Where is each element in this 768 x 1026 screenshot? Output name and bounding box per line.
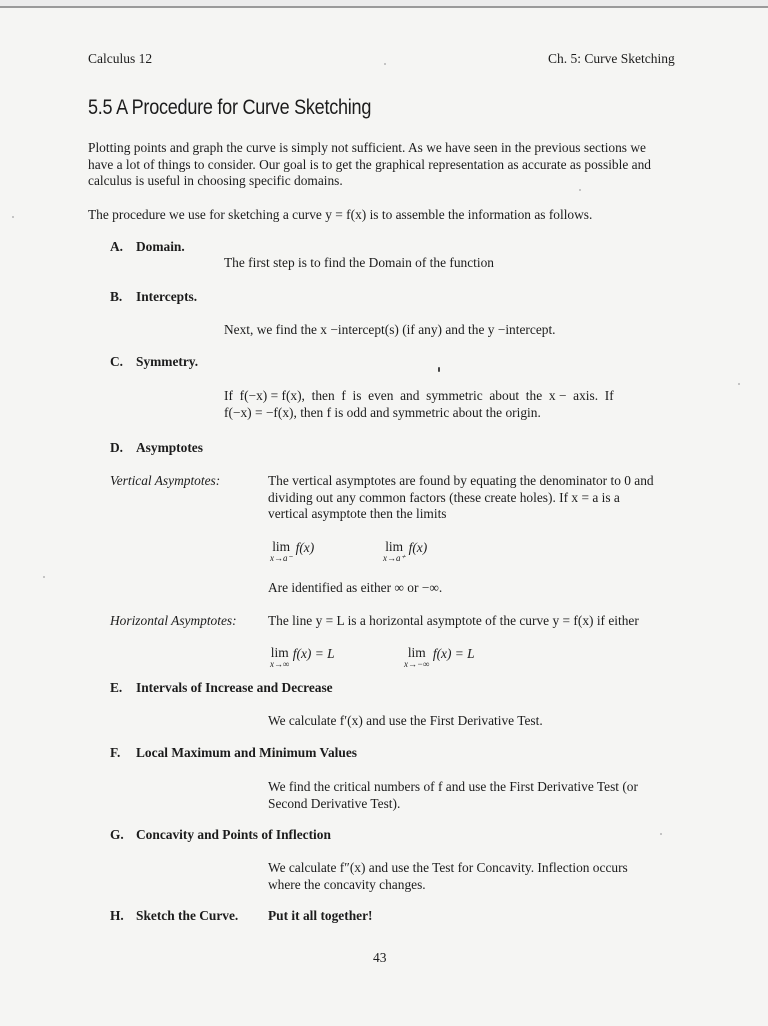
vertical-asymptotes-body (268, 473, 688, 523)
limit-right-a (383, 540, 427, 563)
scan-speck (12, 216, 14, 218)
section-f-heading (110, 745, 357, 761)
section-letter: B. (110, 289, 123, 304)
section-letter: E. (110, 680, 123, 695)
section-c-line: f(−x) = −f(x), then f is odd and symmetric about the origin. (224, 404, 541, 420)
section-c-body (224, 388, 680, 421)
horizontal-asymptotes-label: Horizontal Asymptotes: (110, 613, 237, 628)
intro-line: calculus is useful in choosing specific domains. (88, 173, 343, 188)
header-chapter: Ch. 5: Curve Sketching (548, 51, 675, 66)
section-title: Intervals of Increase and Decrease (136, 680, 333, 695)
vertical-body-line: dividing out any common factors (these create holes). If x = a is a (268, 489, 620, 505)
vertical-body-line: vertical asymptote then the limits (268, 506, 447, 521)
section-h-body: Put it all together! (268, 908, 373, 923)
intro-paragraph (88, 140, 688, 190)
section-title: Symmetry. (136, 354, 199, 369)
section-letter: C. (110, 354, 124, 369)
section-letter: A. (110, 239, 124, 254)
limit-pos-infinity (270, 646, 335, 669)
section-g-line: We calculate f″(x) and use the Test for Concavity. Inflection occurs (268, 860, 628, 875)
lim-expression: f(x) = L (432, 646, 475, 661)
lim-subscript: x→a⁺ (383, 553, 406, 563)
section-c-line: If f(−x) = f(x), then f is even and symmetric about the x − axis. If (224, 388, 614, 403)
lim-expression: f(x) = L (292, 646, 335, 661)
section-letter: F. (110, 745, 121, 760)
section-title: Local Maximum and Minimum Values (136, 745, 357, 760)
lim-subscript: x→−∞ (404, 659, 430, 669)
section-e-heading (110, 680, 333, 696)
limit-left-a (270, 540, 314, 563)
section-title: Asymptotes (136, 440, 203, 455)
scan-speck (43, 576, 45, 578)
scan-speck (738, 383, 740, 385)
section-d-heading (110, 440, 203, 456)
section-title: Domain. (136, 239, 185, 254)
vertical-asymptotes-label: Vertical Asymptotes: (110, 473, 221, 488)
scan-speck (579, 189, 581, 191)
section-a-heading (110, 239, 185, 255)
horizontal-asymptotes-body: The line y = L is a horizontal asymptote of the curve y = f(x) if either (268, 613, 639, 628)
section-title: Intercepts. (136, 289, 198, 304)
section-letter: G. (110, 827, 124, 842)
section-g-line: where the concavity changes. (268, 876, 426, 892)
section-e-body: We calculate f′(x) and use the First Derivative Test. (268, 713, 543, 728)
section-f-body (268, 779, 688, 812)
lim-operator: lim (385, 539, 404, 554)
lim-operator: lim (272, 539, 291, 554)
page-title: 5.5 A Procedure for Curve Sketching (88, 96, 372, 119)
lim-expression: f(x) (408, 540, 428, 555)
scan-speck (384, 63, 386, 65)
intro-line: Plotting points and graph the curve is simply not sufficient. As we have seen in the previous sections we (88, 140, 646, 155)
section-letter: H. (110, 908, 124, 923)
section-a-body: The first step is to find the Domain of the function (224, 255, 494, 270)
section-g-heading (110, 827, 331, 843)
lim-expression: f(x) (295, 540, 315, 555)
intro-line: have a lot of things to consider. Our goal is to get the graphical representation as accurate as possible and (88, 156, 651, 172)
section-b-body: Next, we find the x −intercept(s) (if any) and the y −intercept. (224, 322, 556, 337)
document-page (0, 6, 768, 1026)
lim-operator: lim (270, 645, 289, 660)
section-c-heading (110, 354, 198, 370)
vertical-asymptotes-after: Are identified as either ∞ or −∞. (268, 580, 443, 595)
section-title: Concavity and Points of Inflection (136, 827, 331, 842)
lim-operator: lim (407, 645, 426, 660)
section-letter: D. (110, 440, 124, 455)
page-number: 43 (373, 950, 387, 965)
section-title: Sketch the Curve. (136, 908, 239, 923)
procedure-sentence: The procedure we use for sketching a curve y = f(x) is to assemble the information as follows. (88, 207, 593, 222)
section-b-heading (110, 289, 197, 305)
header-course: Calculus 12 (88, 51, 153, 66)
section-f-line: We find the critical numbers of f and use the First Derivative Test (or (268, 779, 638, 794)
limit-neg-infinity (404, 646, 475, 669)
scan-speck (438, 367, 440, 372)
section-g-body (268, 860, 688, 893)
scan-speck (660, 833, 662, 835)
section-h-heading (110, 908, 238, 924)
lim-subscript: x→a⁻ (270, 553, 293, 563)
lim-subscript: x→∞ (270, 659, 290, 669)
section-f-line: Second Derivative Test). (268, 795, 401, 811)
vertical-body-line: The vertical asymptotes are found by equating the denominator to 0 and (268, 473, 654, 488)
